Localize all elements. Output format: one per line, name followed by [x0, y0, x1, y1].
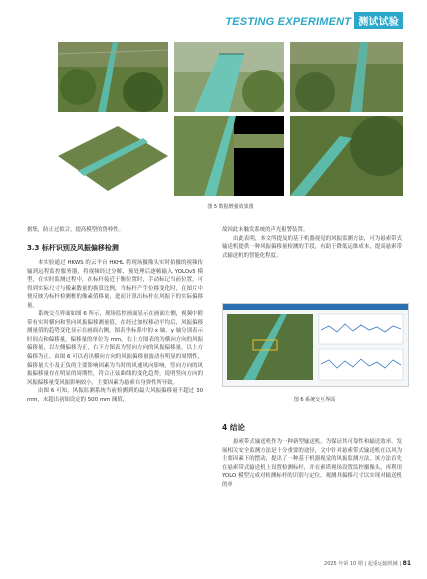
conveyor-photo-icon — [58, 116, 168, 196]
paragraph: 系统交互界面如图 6 所示，现场监控画面显示在画面左侧，视频中附带有实时横向和竖向风振偏移测量值，在经过加权移动平均后，风振偏移测量值的趋势变化显示在画面右侧。图表坐标系中的 x 轴、y 轴分别表示时间点和偏移量，偏移量的单位为 mm。右上方图表的为横向方向的风振偏移量，以左侧偏移为正，右下方图表为竖向方向的风振偏移量，以上方偏移为正。由图 6 可以看出横向方向的风振偏移量波动有明显的周期性，偏移量大小及正负的主要影响因素为当时的风速风向影响，竖向方向的风振偏移量存在明显的周期性，符合正弦曲线的变化趋势，说明竖向方向的风振偏移量受风振影响较小，主要因素为悬索自身弹性所导致。 — [27, 311, 203, 386]
footer-journal: 起重运输机械 — [367, 561, 398, 567]
header-title — [225, 12, 403, 29]
section-heading-3-3: 3.3 标杆识别及风振偏移检测 — [27, 244, 119, 252]
figure-5 — [58, 42, 403, 212]
page-header — [0, 0, 427, 36]
paragraph: 悬索带式输送机作为一种新型输送机，为保证其可靠性和输送效率，发展相关安全监测方法是十分重要的途径，文中针对悬索带式输送机在以风为主要因素下的摆动，提出了一种基于机器视觉的风振监测方法，该方法首先在悬索带式输送机上设置检测标杆，并在索塔现场设置监控摄像头，再利用 YOLO 模型完成对检测标杆的识别与定位，观测其偏移尺寸以实现对输送机的单 — [222, 439, 402, 488]
right-column-body — [222, 438, 402, 489]
header-title-text: TESTING EXPERIMENT — [225, 16, 352, 28]
system-interface-screenshot-icon — [223, 304, 408, 386]
paragraph: 本实验通过 HKWS 的云平台 HKHL 将现场摄像头实时拍摄的视频传输到远程监控服务器，将视频经过分解、预处理后逐帧输入 YOLOv5 模型，在实时监测过程中，在标杆接近于衡位置时，手动标记当前位置，可得到实际尺寸与像素数量的换算比例，当标杆产生位移变化时，在图片中便反映为标杆检测框的像素值移量，进而计算出标杆在风振下的实际偏移量。 — [27, 260, 203, 309]
figure-5-image-6 — [290, 116, 403, 196]
conveyor-photo-icon — [290, 116, 403, 196]
figure-5-image-4 — [58, 116, 168, 196]
figure-6-caption: 图 6 系统交互界面 — [293, 397, 336, 403]
footer-issue: 2025 年第 10 期 — [324, 561, 363, 567]
paragraph: 故因此未触发系统的声光报警装置。 — [222, 227, 309, 233]
conveyor-photo-icon — [174, 116, 284, 196]
figure-5-image-2 — [174, 42, 284, 112]
figure-6 — [222, 303, 409, 387]
conveyor-photo-icon — [58, 42, 168, 112]
page-number: 81 — [402, 560, 411, 567]
paragraph: 由此表明，本文所提及的基于机器视觉的风振监测方法，可为悬索带式输送机提供一种风振偏移量检测的手段，有助于降低运维成本，提高悬索带式输送机的智能化程度。 — [222, 235, 402, 259]
page-footer: 2025 年第 10 期 | 起重运输机械 | 81 — [324, 560, 411, 567]
figure-5-image-5 — [174, 116, 284, 196]
left-column-body — [27, 259, 203, 404]
conveyor-photo-icon — [174, 42, 284, 112]
section-heading-4: 4 结论 — [222, 423, 245, 432]
paragraph: 由图 6 可知，风振监测系统当前检测到的最大风振偏移量不超过 30 mm，未超出初始设定的 500 mm 阈值， — [27, 388, 203, 403]
figure-5-image-1 — [58, 42, 168, 112]
header-tag: 测试试验 — [354, 12, 403, 29]
figure-5-image-3 — [290, 42, 403, 112]
conveyor-photo-icon — [290, 42, 403, 112]
left-column — [27, 226, 203, 235]
right-column-top — [222, 226, 402, 260]
lead-text: 据集，防止过拟合，提高模型的鲁棒性。 — [27, 227, 125, 233]
figure-5-caption: 图 5 数据增强效果图 — [207, 204, 254, 210]
